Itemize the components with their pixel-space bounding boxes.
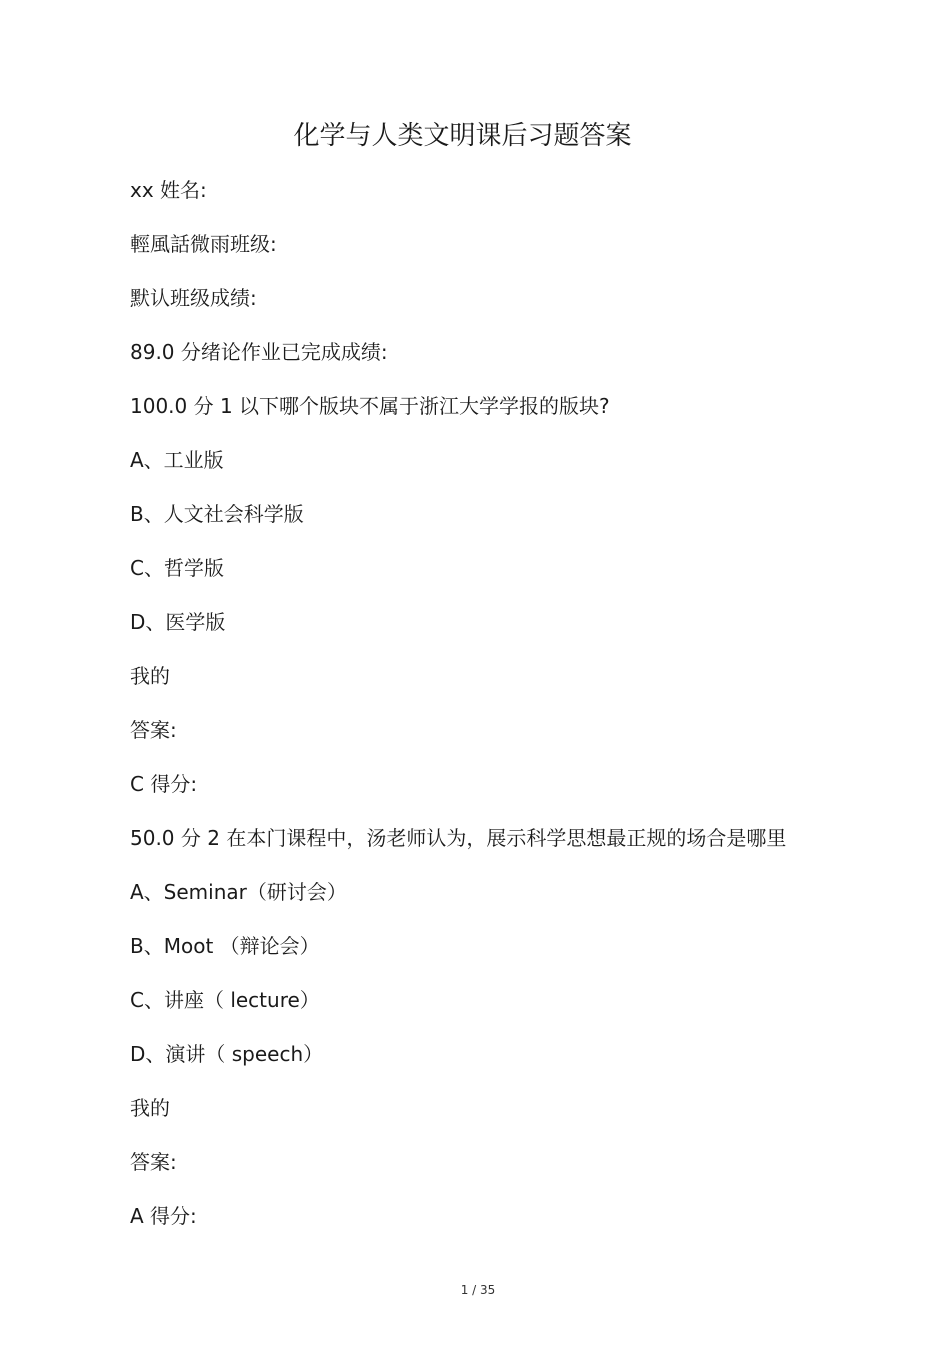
page-number: 1 / 35	[460, 1283, 496, 1297]
question-1-option-a: A、工业版	[130, 448, 224, 472]
answer-label: 答案:	[130, 1150, 177, 1174]
question-2: 50.0 分 2 在本门课程中，汤老师认为，展示科学思想最正规的场合是哪里	[130, 826, 787, 850]
question-1: 100.0 分 1 以下哪个版块不属于浙江大学学报的版块?	[130, 394, 610, 418]
question-2-option-b: B、Moot （辩论会）	[130, 934, 320, 958]
question-2-option-c: C、讲座（ lecture）	[130, 988, 320, 1012]
question-1-option-d: D、医学版	[130, 610, 226, 634]
question-2-option-a: A、Seminar（研讨会）	[130, 880, 347, 904]
class-score-line: 默认班级成绩:	[130, 286, 257, 310]
question-2-answer: A 得分:	[130, 1204, 197, 1228]
student-name-line: xx 姓名:	[130, 178, 207, 202]
my-label: 我的	[130, 664, 170, 688]
answer-label: 答案:	[130, 718, 177, 742]
my-label: 我的	[130, 1096, 170, 1120]
class-line: 輕風話微雨班级:	[130, 232, 277, 256]
question-1-option-b: B、人文社会科学版	[130, 502, 304, 526]
question-2-option-d: D、演讲（ speech）	[130, 1042, 324, 1066]
question-1-answer: C 得分:	[130, 772, 198, 796]
intro-homework-score-line: 89.0 分绪论作业已完成成绩:	[130, 340, 388, 364]
question-1-option-c: C、哲学版	[130, 556, 224, 580]
document-title: 化学与人类文明课后习题答案	[293, 121, 632, 151]
document-body	[130, 173, 890, 1253]
